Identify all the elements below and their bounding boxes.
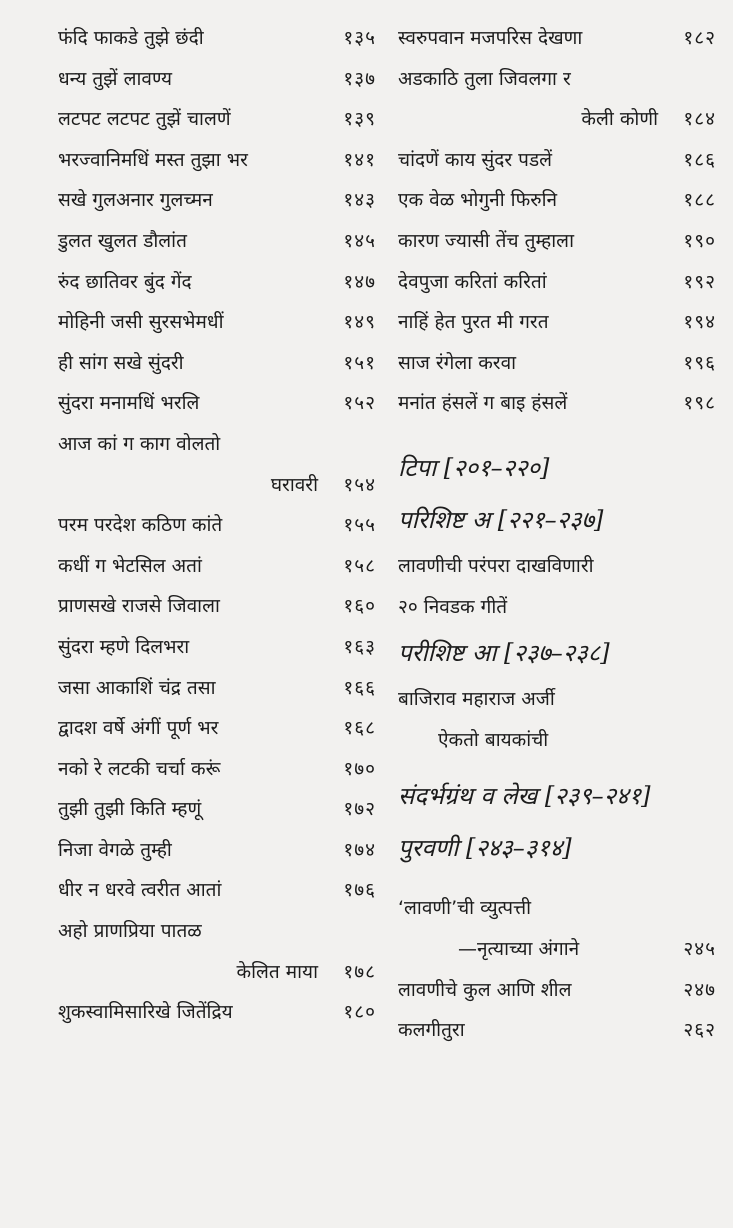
entry-title: परम परदेश कठिण कांते: [58, 514, 223, 537]
toc-entry: [58, 870, 376, 911]
entry-title: स्वरुपवान मजपरिस देखणा: [398, 27, 583, 49]
toc-entry: [58, 789, 376, 830]
toc-entry: [58, 99, 376, 140]
toc-left-column: [58, 18, 376, 1033]
toc-entry: [398, 180, 716, 221]
entry-page: १५२: [343, 392, 376, 415]
entry-title: भरज्वानिमधिं मस्त तुझा भर: [58, 148, 248, 171]
entry-title: बाजिराव महाराज अर्जी: [398, 688, 555, 711]
toc-entry: [58, 546, 376, 587]
toc-entry: [58, 343, 376, 384]
entry-page: १५५: [343, 514, 376, 537]
entry-page: १८८: [683, 189, 716, 212]
entry-title: प्राणसखे राजसे जिवाला: [58, 595, 220, 618]
toc-entry: [58, 424, 376, 465]
toc-entry: [58, 586, 376, 627]
toc-entry: [58, 221, 376, 262]
entry-page: १८४: [683, 108, 716, 131]
entry-title: साज रंगेला करवा: [398, 351, 517, 374]
toc-entry-continuation: [58, 952, 376, 993]
entry-page: १४३: [343, 189, 376, 212]
toc-entry: [398, 221, 716, 262]
entry-title: सुंदरा म्हणे दिलभरा: [58, 635, 190, 658]
entry-page: १९०: [683, 229, 716, 252]
section-heading-tipa: टिपा [२०१–२२०]: [398, 453, 550, 482]
entry-title: डुलत खुलत डौलांत: [58, 229, 187, 252]
toc-entry: [398, 59, 716, 100]
entry-title: एक वेळ भोगुनी फिरुनि: [398, 189, 558, 212]
entry-page: १६८: [343, 717, 376, 740]
entry-title: अडकाठि तुला जिवलगा र: [398, 67, 571, 90]
entry-page: १६०: [343, 595, 376, 618]
toc-entry-continuation: [58, 465, 376, 506]
entry-title: द्वादश वर्षे अंगीं पूर्ण भर: [58, 717, 219, 740]
toc-entry: [58, 180, 376, 221]
entry-page: १५४: [343, 473, 376, 496]
toc-entry: [398, 546, 716, 587]
entry-title: केली कोणी: [581, 108, 658, 131]
toc-entry: [58, 627, 376, 668]
toc-entry: [58, 830, 376, 871]
toc-entry-continuation: [398, 99, 716, 140]
toc-entry: [398, 970, 716, 1011]
entry-title: कलगीतुरा: [398, 1019, 465, 1042]
entry-title: धीर न धरवे त्वरीत आतां: [58, 879, 222, 902]
entry-page: १९६: [683, 351, 716, 374]
entry-page: १६६: [343, 676, 376, 699]
toc-entry: [58, 911, 376, 952]
entry-title: घरावरी: [270, 473, 318, 496]
entry-title: —नृत्याच्या अंगाने: [458, 937, 580, 960]
entry-title: सुंदरा मनामधिं भरलि: [58, 392, 200, 415]
toc-entry: [398, 587, 716, 628]
entry-page: २४५: [683, 937, 716, 960]
entry-title: लावणीची परंपरा दाखविणारी: [398, 554, 594, 577]
toc-entry: [58, 668, 376, 709]
entry-page: १४१: [343, 148, 376, 171]
toc-entry: [58, 262, 376, 303]
toc-entry: [398, 18, 716, 59]
entry-title: चांदणें काय सुंदर पडलें: [398, 148, 553, 171]
entry-page: १४९: [343, 311, 376, 334]
toc-entry: [398, 302, 716, 343]
entry-title: २० निवडक गीतें: [398, 595, 508, 618]
toc-entry: [398, 1010, 716, 1051]
toc-entry: [58, 140, 376, 181]
toc-entry: [398, 140, 716, 181]
toc-entry: [58, 505, 376, 546]
entry-title: ऐकतो बायकांची: [438, 728, 549, 751]
toc-entry: [398, 888, 716, 929]
entry-page: १७६: [343, 879, 376, 902]
entry-page: २६२: [683, 1019, 716, 1042]
toc-entry: [58, 59, 376, 100]
toc-entry: [58, 708, 376, 749]
toc-right-column: [398, 18, 716, 1051]
entry-title: शुकस्वामिसारिखे जितेंद्रिय: [58, 1001, 233, 1024]
section-heading-parishishta-a: परिशिष्ट अ [२२१–२३७]: [398, 505, 604, 534]
toc-entry: [58, 749, 376, 790]
entry-page: १७४: [343, 838, 376, 861]
toc-entry-continuation: [398, 929, 716, 970]
entry-page: १९२: [683, 270, 716, 293]
entry-title: निजा वेगळे तुम्ही: [58, 838, 172, 861]
entry-title: आज कां ग काग वोलतो: [58, 432, 221, 455]
entry-title: धन्य तुझें लावण्य: [58, 67, 172, 90]
entry-title: ही सांग सखे सुंदरी: [58, 351, 184, 374]
entry-title: लटपट लटपट तुझें चालणें: [58, 108, 231, 131]
entry-title: ‘लावणी’ची व्युत्पत्ती: [398, 897, 532, 920]
toc-entry-continuation: [398, 720, 716, 761]
entry-page: १४७: [343, 270, 376, 293]
entry-title: नको रे लटकी चर्चा करूं: [58, 757, 221, 780]
toc-entry: [58, 302, 376, 343]
entry-page: १५१: [343, 351, 376, 374]
entry-title: रुंद छातिवर बुंद गेंद: [58, 270, 192, 293]
entry-title: तुझी तुझी किति म्हणूं: [58, 798, 202, 821]
entry-title: जसा आकाशिं चंद्र तसा: [58, 676, 216, 699]
entry-title: केलित माया: [236, 960, 318, 983]
entry-page: १९८: [683, 392, 716, 415]
section-heading-puravani: पुरवणी [२४३–३१४]: [398, 834, 572, 863]
entry-title: फंदि फाकडे तुझे छंदी: [58, 27, 204, 49]
entry-page: १८६: [683, 148, 716, 171]
entry-page: १५८: [343, 554, 376, 577]
entry-title: कारण ज्यासी तेंच तुम्हाला: [398, 229, 574, 252]
entry-page: १८०: [343, 1001, 376, 1024]
toc-entry: [58, 18, 376, 59]
entry-title: अहो प्राणप्रिया पातळ: [58, 920, 202, 943]
entry-page: १४५: [343, 229, 376, 252]
toc-entry: [398, 262, 716, 303]
toc-entry: [398, 679, 716, 720]
section-heading-parishishta-aa: परीशिष्ट आ [२३७–२३८]: [398, 639, 610, 668]
section-heading-sandarbha: संदर्भग्रंथ व लेख [२३९–२४१]: [398, 782, 651, 811]
entry-page: १९४: [683, 311, 716, 334]
entry-title: मोहिनी जसी सुरसभेमधीं: [58, 311, 224, 334]
entry-title: देवपुजा करितां करितां: [398, 270, 547, 293]
entry-page: १७८: [343, 960, 376, 983]
entry-title: मनांत हंसलें ग बाइ हंसलें: [398, 392, 568, 415]
toc-entry: [58, 383, 376, 424]
toc-entry: [398, 343, 716, 384]
toc-entry: [58, 992, 376, 1033]
entry-page: १३९: [343, 108, 376, 131]
entry-page: २४७: [683, 978, 716, 1001]
entry-page: १८२: [683, 27, 716, 49]
toc-entry: [398, 383, 716, 424]
entry-title: नाहिं हेत पुरत मी गरत: [398, 311, 549, 334]
entry-page: १३७: [343, 67, 376, 90]
entry-title: सखे गुलअनार गुलच्मन: [58, 189, 213, 212]
entry-title: लावणीचे कुल आणि शील: [398, 978, 572, 1001]
entry-page: १३५: [343, 27, 376, 49]
entry-title: कधीं ग भेटसिल अतां: [58, 554, 202, 577]
entry-page: १७०: [343, 757, 376, 780]
entry-page: १६३: [343, 635, 376, 658]
entry-page: १७२: [343, 798, 376, 821]
